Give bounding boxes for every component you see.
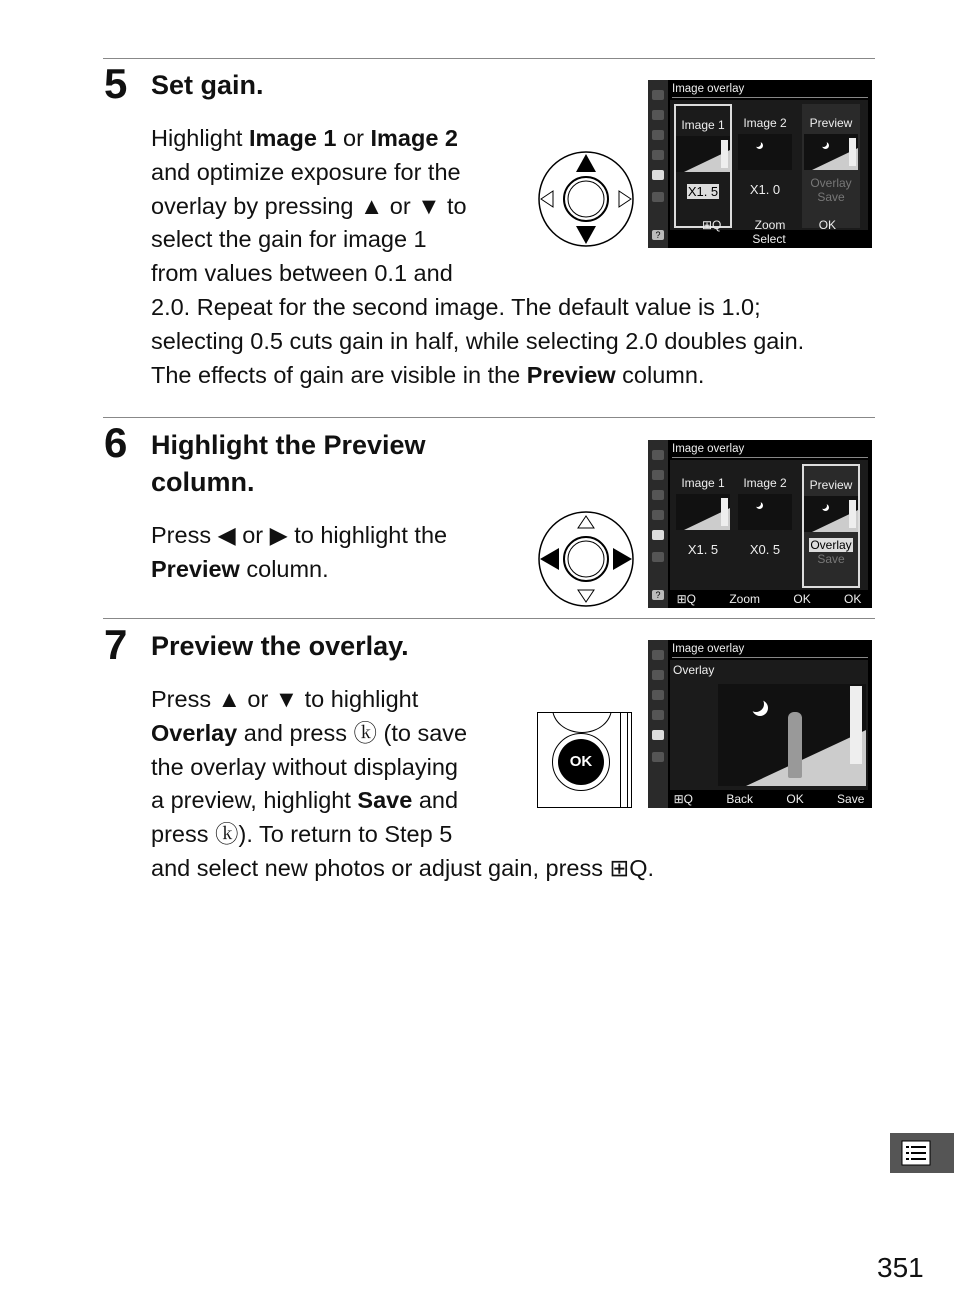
column-preview: Preview (809, 478, 853, 492)
bold-term: Save (357, 787, 413, 814)
text-segment: a preview, highlight (151, 787, 358, 814)
text-line (151, 553, 447, 587)
bold-term: Preview (151, 555, 240, 582)
text-segment: The effects of gain are visible in the (151, 361, 527, 388)
step-number: 7 (104, 621, 128, 668)
text-segment: selecting 0.5 cuts gain in half, while selecting 2.0 doubles gain. (151, 327, 805, 354)
text-segment: column. (615, 361, 705, 388)
menu-tab[interactable] (890, 1133, 954, 1173)
screen-title: Image overlay (672, 443, 868, 458)
text-segment: from values between 0.1 and (151, 260, 453, 287)
option-overlay: Overlay (810, 176, 852, 190)
help-icon: ? (652, 230, 664, 240)
text-segment: Press ▲ or ▼ to highlight (151, 686, 419, 712)
step-title: Highlight the Preview (151, 430, 426, 460)
help-icon: ? (652, 590, 664, 600)
text-segment: press ⓚ). To return to Step 5 (151, 821, 453, 848)
step-body (151, 519, 447, 587)
column-image-2: Image 2 (743, 116, 787, 130)
camera-screen-image-overlay (648, 80, 872, 248)
ok-hint: OK OK (793, 592, 862, 606)
text-line (151, 852, 654, 886)
text-segment: and select new photos or adjust gain, press ⊞Q. (151, 854, 655, 881)
gain-value-1: X1. 5 (687, 184, 719, 199)
menu-list-icon (890, 1133, 954, 1173)
back-hint: ⊞Q Back (673, 792, 754, 806)
text-line (151, 818, 654, 852)
step-number: 6 (104, 419, 128, 466)
save-hint: OK Save (786, 792, 865, 806)
divider (103, 58, 875, 59)
text-line (151, 257, 804, 291)
screen-title: Image overlay (672, 83, 868, 98)
column-image-1: Image 1 (681, 118, 725, 132)
multi-selector-left-right-icon (537, 510, 635, 608)
overlay-preview-image (718, 684, 866, 786)
bold-term: Image 2 (370, 125, 459, 151)
column-preview: Preview (809, 116, 853, 130)
text-segment: Press ◀ or ▶ to highlight the (151, 522, 448, 548)
divider (103, 417, 875, 418)
text-segment: and press ⓚ (to save (237, 719, 468, 746)
ok-button-illustration (537, 712, 632, 808)
ok-button: OK (558, 739, 604, 785)
page-number: 351 (877, 1252, 924, 1283)
gain-value-2: X0. 5 (749, 542, 781, 557)
option-overlay: Overlay (810, 538, 852, 552)
step-title-cont: column. (151, 467, 255, 497)
text-segment: the overlay without displaying (151, 753, 458, 780)
gain-value-2: X1. 0 (749, 182, 781, 197)
step-number: 5 (104, 60, 128, 107)
text-line (151, 291, 804, 325)
bold-term: Preview (526, 361, 616, 388)
text-segment: select the gain for image 1 (151, 226, 427, 253)
text-line (151, 325, 804, 359)
divider (103, 618, 875, 619)
gain-value-1: X1. 5 (687, 542, 719, 557)
screen-title: Image overlay (672, 643, 868, 658)
zoom-hint: ⊞Q Zoom (701, 218, 786, 232)
text-segment: column. (239, 555, 329, 582)
camera-screen-overlay-preview (648, 640, 872, 808)
camera-screen-image-overlay (648, 440, 872, 608)
text-segment: and (412, 787, 459, 814)
bold-term: Overlay (151, 719, 238, 746)
zoom-hint: ⊞Q Zoom (676, 592, 761, 606)
option-save: Save (817, 190, 845, 204)
option-save: Save (817, 552, 845, 566)
column-image-1: Image 1 (681, 476, 725, 490)
text-line (151, 359, 804, 393)
text-segment: or (336, 125, 371, 151)
multi-selector-up-down-icon (537, 150, 635, 248)
text-segment: overlay by pressing ▲ or ▼ to (151, 192, 467, 219)
text-segment: Highlight (151, 125, 249, 151)
step-title: Preview the overlay. (151, 631, 409, 661)
bold-term: Image 1 (248, 125, 337, 151)
step-title: Set gain. (151, 70, 264, 100)
text-line (151, 519, 447, 553)
text-segment: 2.0. Repeat for the second image. The default value is 1.0; (151, 293, 761, 320)
screen-subtitle: Overlay (673, 663, 715, 677)
select-hint: OK Select (752, 218, 837, 246)
text-segment: and optimize exposure for the (151, 158, 461, 185)
column-image-2: Image 2 (743, 476, 787, 490)
